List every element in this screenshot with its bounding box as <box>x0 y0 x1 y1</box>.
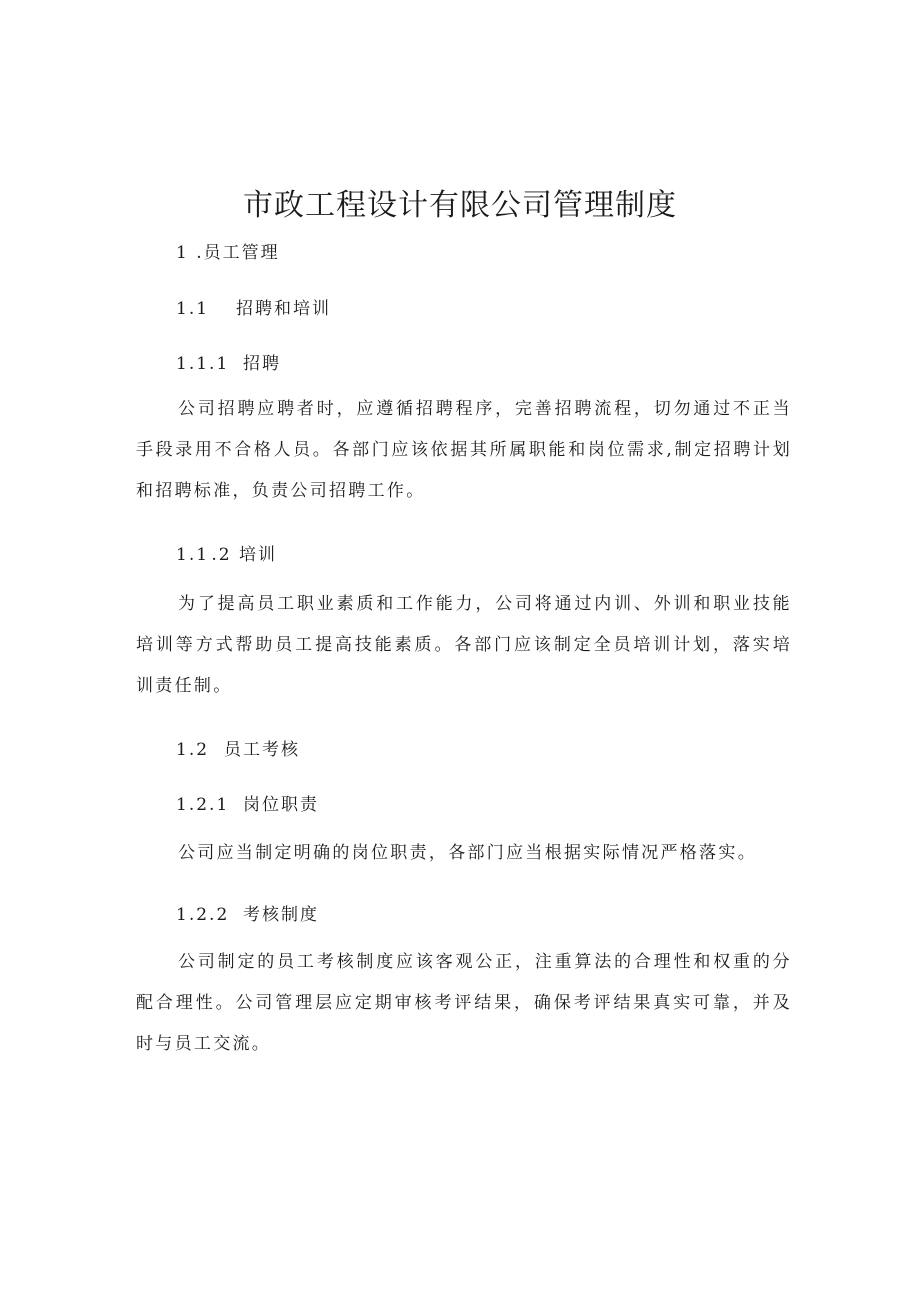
section-number: 1.1 <box>176 299 210 319</box>
section-number: 1.1.1 <box>176 354 230 374</box>
section-heading-1-2-2 <box>176 900 319 925</box>
paragraph-recruitment: 公司招聘应聘者时，应遵循招聘程序，完善招聘流程，切勿通过不正当手段录用不合格人员。各部门应该依据其所属职能和岗位需求,制定招聘计划和招聘标准，负责公司招聘工作。 <box>136 399 792 501</box>
section-heading-1-2 <box>176 735 300 760</box>
section-number: 1 <box>176 243 189 263</box>
section-label: 招聘和培训 <box>236 299 331 319</box>
section-heading-1-2-1 <box>176 790 319 815</box>
section-label: 招聘 <box>243 354 281 374</box>
section-label: 考核制度 <box>243 905 319 925</box>
paragraph-training: 为了提高员工职业素质和工作能力，公司将通过内训、外训和职业技能培训等方式帮助员工提高技能素质。各部门应该制定全员培训计划，落实培训责任制。 <box>136 594 792 696</box>
section-label: .2 培训 <box>204 545 278 565</box>
section-number: 1.1 <box>176 545 210 565</box>
section-number: 1.2 <box>176 740 210 760</box>
section-heading-1-1 <box>176 294 331 319</box>
paragraph-assessment: 公司制定的员工考核制度应该客观公正，注重算法的合理性和权重的分配合理性。公司管理层应定期审核考评结果，确保考评结果真实可靠，并及时与员工交流。 <box>136 952 792 1054</box>
section-label: 员工考核 <box>224 740 300 760</box>
section-heading-1-1-2 <box>176 540 277 565</box>
section-label: .员工管理 <box>188 243 280 263</box>
section-number: 1.2.1 <box>176 795 230 815</box>
section-heading-1-1-1 <box>176 349 281 374</box>
section-label: 岗位职责 <box>243 795 319 815</box>
paragraph-job-duties: 公司应当制定明确的岗位职责，各部门应当根据实际情况严格落实。 <box>178 843 757 863</box>
section-number: 1.2.2 <box>176 905 230 925</box>
document-title: 市政工程设计有限公司管理制度 <box>243 188 677 223</box>
section-heading-1 <box>176 238 280 263</box>
